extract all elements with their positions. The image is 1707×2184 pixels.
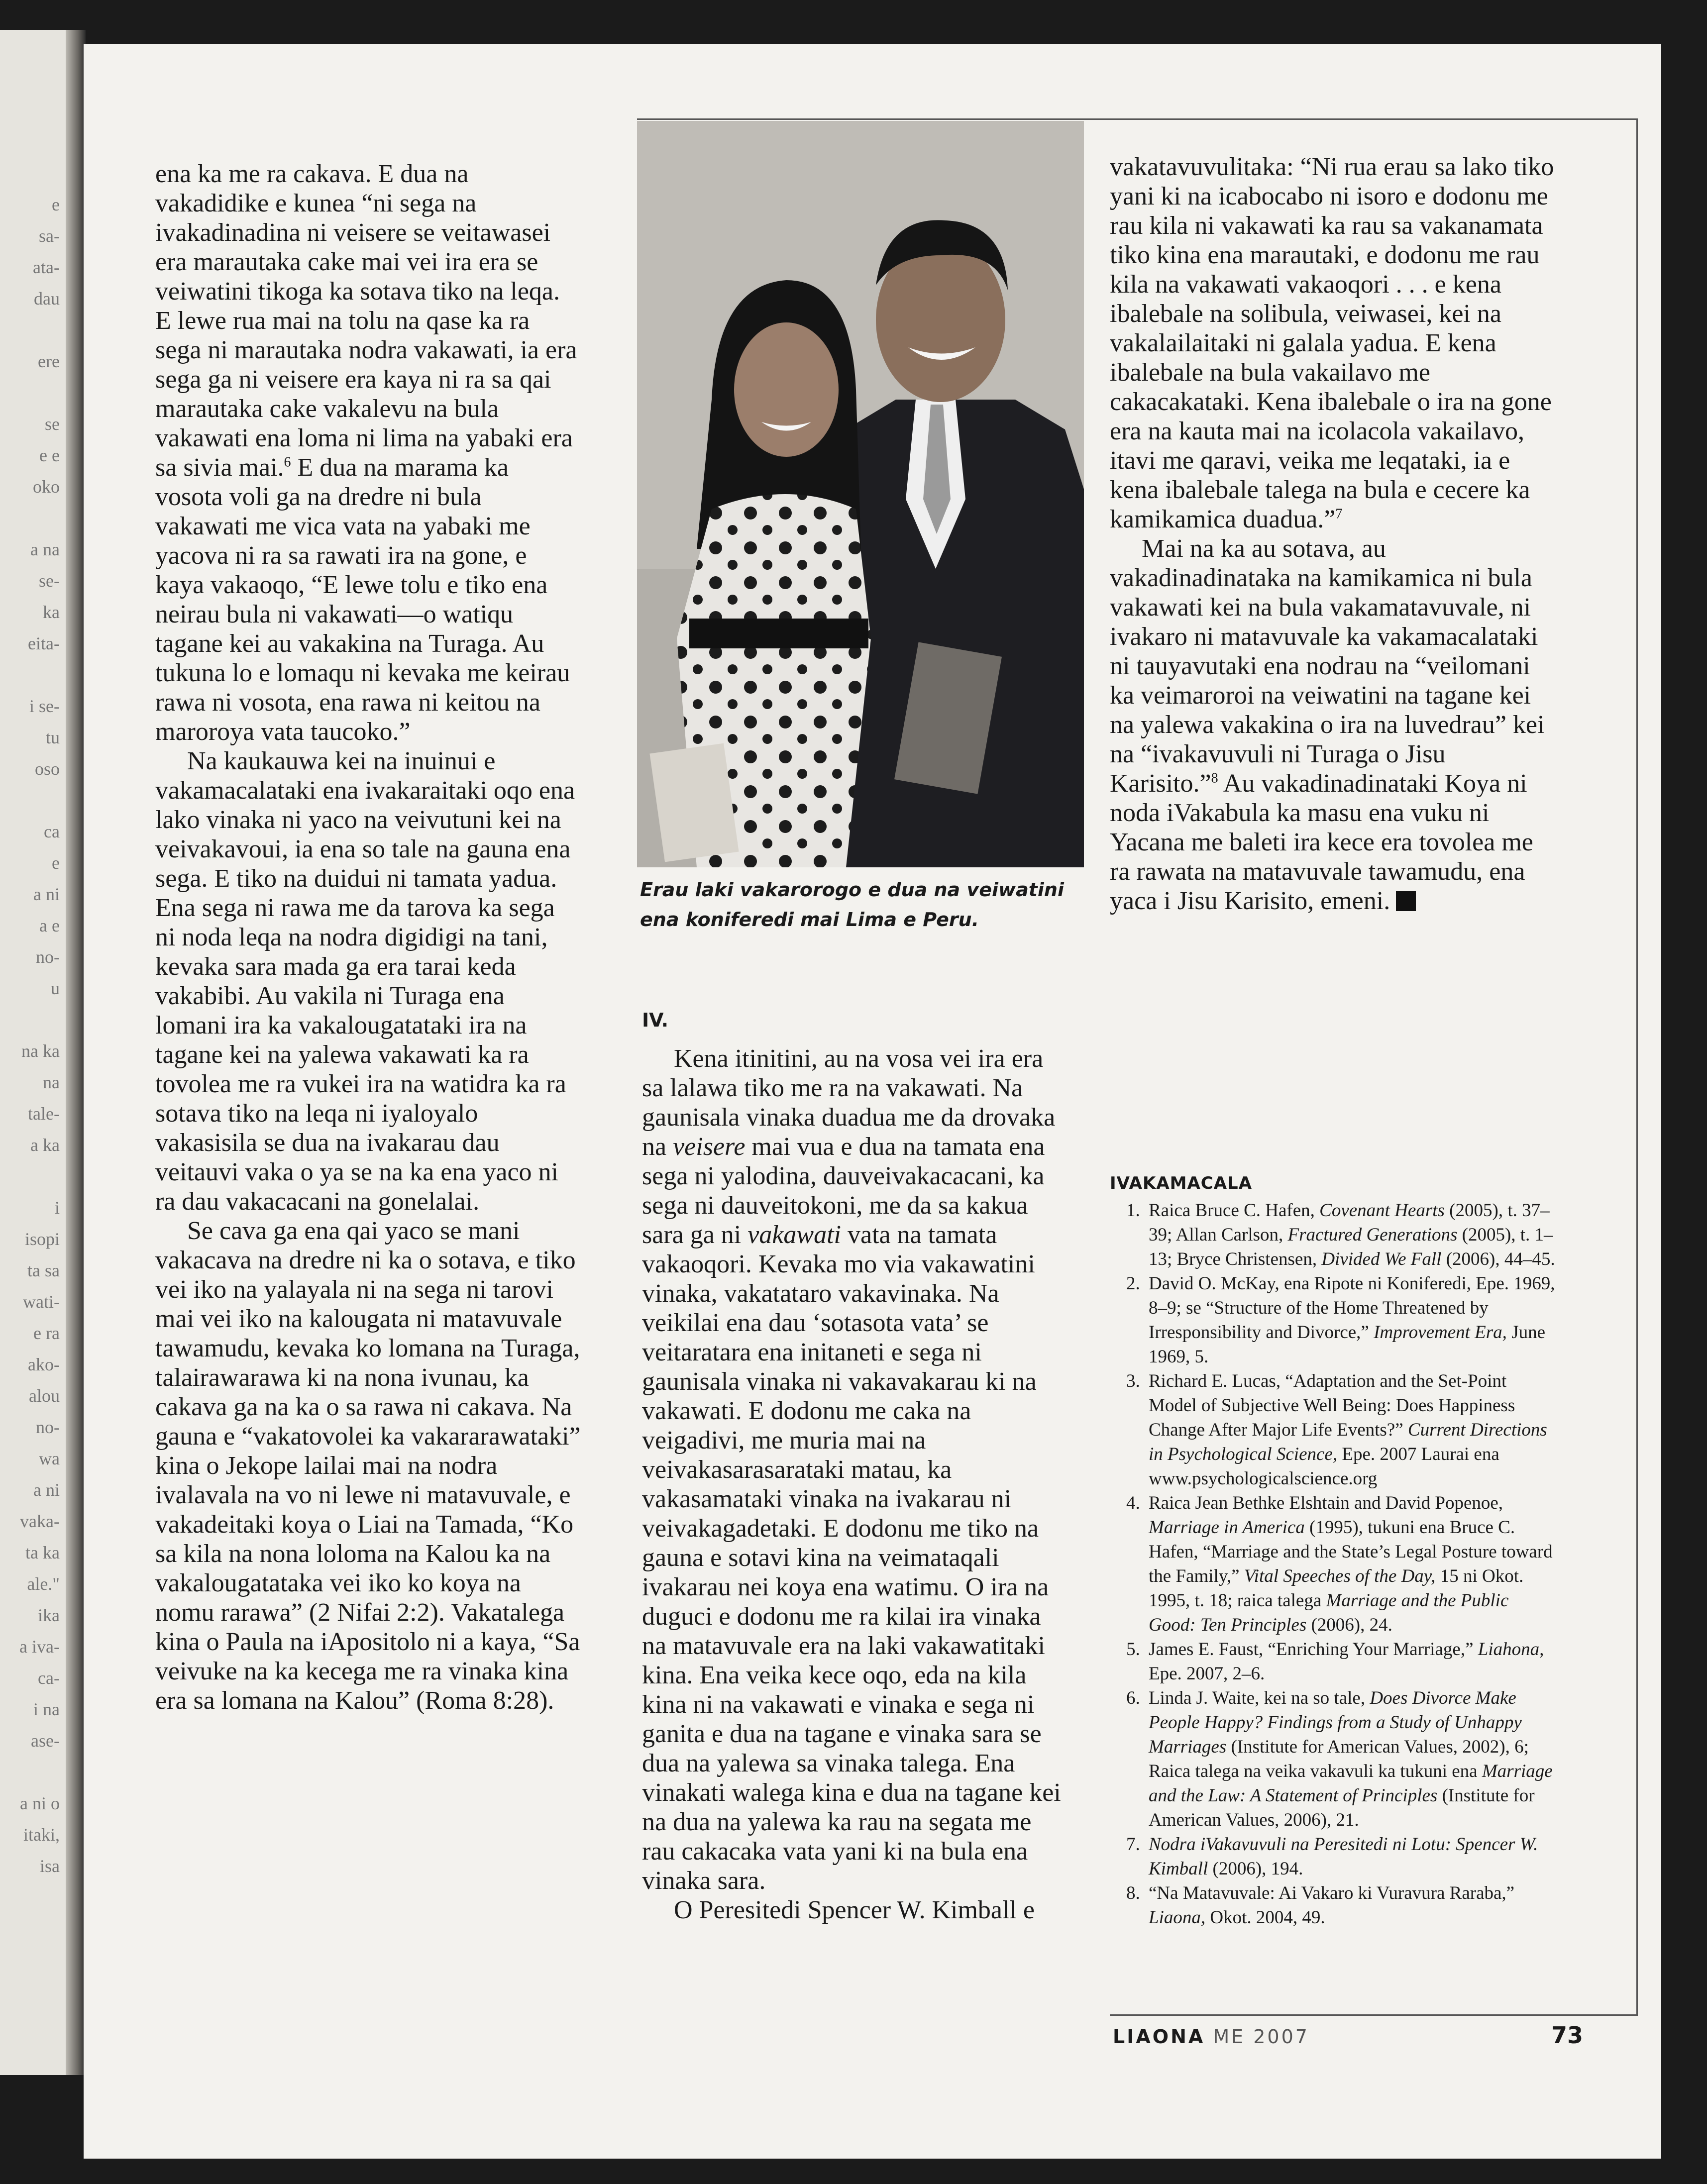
facing-page-fragment: e e	[39, 445, 60, 465]
facing-page-fragment: ako-	[28, 1354, 60, 1374]
page-number: 73	[1551, 2022, 1583, 2049]
footnote-ref-6: 6	[284, 454, 291, 470]
facing-page-fragment	[0, 1161, 75, 1192]
col2-paragraph-1: Kena itinitini, au na vosa vei ira era sa lalawa tiko me ra na vakawati. Na gaunisala vinaka duadua me da drovaka na veisere mai vua e dua na tamata ena sega ni yalodina, dauveivakacacani, ka sega ni dauveitokoni, me da sa kakua sara ga ni vakawati vata na tamata vakaoqori. Kevaka mo via vakawatini vinaka, vakatataro vakavinaka. Na veikilai ena dau ‘sotasota vata’ se veitaratara ena initaneti e sega ni gaunisala vinaka ni vakavakarau ki na vakawati. E dodonu me caka na veigadivi, me muria mai na veivakasarasarataki matau, ka vakasamataki vinaka na ivakarau ni veivakagadetaki. E dodonu me tiko na gauna e sotavi kina na veimataqali ivakarau nei koya ena watimu. O ira na duguci e dodonu me ra kilai ira vinaka na matavuvale era na laki vakawatitaki kina. Ena veika kece oqo, eda na kila kina ni na vakawati e vinaka e sega ni ganita e dua na tagane e vinaka sara se dua na yalewa sa vinaka talega. Ena vinakati walega kina e dua na tagane kei na dua na yalewa ka rau na segata me rau cakacaka vata yani ki na bula ena vinaka sara.	[642, 1044, 1061, 1895]
facing-page-fragment: ta ka	[25, 1543, 60, 1562]
magazine-name: LIAONA	[1113, 2026, 1205, 2048]
facing-page-fragment: i na	[33, 1699, 60, 1719]
page-footer	[1113, 2022, 1583, 2052]
facing-page-fragment	[0, 659, 75, 691]
facing-page-fragment: no-	[36, 947, 60, 967]
facing-page-fragment: u	[51, 978, 60, 998]
footnote-item: 3. Richard E. Lucas, “Adaptation and the Set-Point Model of Subjective Well Being: Does Happiness Change After Major Life Events?” Current Directions in Psychological Science, Epe. 2007 Laurai ena www.psychologicalscience.org	[1145, 1369, 1558, 1491]
magazine-page	[84, 44, 1661, 2159]
facing-page-fragment: ca-	[38, 1668, 60, 1688]
couple-photo	[637, 121, 1084, 867]
facing-page-fragment: i se-	[29, 696, 60, 716]
footnote-item: 7. Nodra iVakavuvuli na Peresitedi ni Lotu: Spencer W. Kimball (2006), 194.	[1145, 1832, 1558, 1881]
facing-page-fragment: a ni o	[20, 1793, 60, 1813]
footnote-item: 8. “Na Matavuvale: Ai Vakaro ki Vuravura Raraba,” Liaona, Okot. 2004, 49.	[1145, 1881, 1558, 1930]
footnote-item: 2. David O. McKay, ena Ripote ni Koniferedi, Epe. 1969, 8–9; se “Structure of the Home Threatened by Irresponsibility and Divorce,” Improvement Era, June 1969, 5.	[1145, 1271, 1558, 1369]
frame-rule-top	[637, 118, 1637, 120]
facing-page-fragment: isopi	[24, 1229, 60, 1249]
photo-caption: Erau laki vakarorogo e dua na veiwatini ena koniferedi mai Lima e Peru.	[640, 879, 1065, 931]
facing-page-fragment: ka	[43, 602, 60, 622]
couple-photo-illustration	[637, 121, 1084, 867]
facing-page-fragment: tu	[45, 728, 60, 747]
section-heading-iv: IV.	[642, 1009, 669, 1031]
facing-page-fragment: alou	[29, 1386, 60, 1406]
facing-page-fragment	[0, 785, 75, 816]
facing-page-fragment: se-	[39, 571, 60, 591]
facing-page-fragment	[0, 377, 75, 409]
facing-page-fragment: dau	[34, 289, 60, 309]
col1-paragraph-1: ena ka me ra cakava. E dua na vakadidike e kunea “ni sega na ivakadinadina ni veisere se veitawasei era marautaka cake mai vei ira era se veiwatini tikoga ka sotava tiko na leqa. E lewe rua mai na tolu na qase ka ra sega ni marautaka nodra vakawati, ia era sega ga ni veisere era kaya ni ra sa qai marautaka cake vakalevu na bula vakawati ena loma ni lima na yabaki era sa sivia mai.$^6$ E dua na marama ka vosota voli ga na dredre ni bula vakawati me vica vata na yabaki me yacova ni ra sa rawati ira na gone, e kaya vakaoqo, “E lewe tolu e tiko ena neirau bula ni vakawati—o watiqu tagane kei au vakakina na Turaga. Au tukuna lo e lomaqu ni kevaka me keirau rawa ni vosota, ena rawa ni keitou na maroroya vata taucoko.”	[155, 160, 577, 746]
facing-page-fragment: a iva-	[19, 1637, 60, 1657]
facing-page-fragment: ca	[44, 822, 60, 841]
column-3	[1110, 152, 1558, 916]
book-gutter	[66, 30, 86, 2075]
facing-page-fragment: ata-	[33, 257, 60, 277]
col2-paragraph-2: O Peresitedi Spencer W. Kimball e	[674, 1896, 1035, 1924]
facing-page-fragment	[0, 503, 75, 534]
column-2	[642, 1044, 1067, 1925]
facing-page-fragment: eita-	[28, 633, 60, 653]
issue-date: ME 2007	[1213, 2026, 1309, 2048]
footnotes-list	[1110, 1198, 1558, 1930]
facing-page-fragment: ase-	[31, 1731, 60, 1751]
frame-rule-bottom	[1110, 2014, 1638, 2016]
facing-page-fragment: e	[52, 853, 60, 873]
facing-page-fragment: na ka	[21, 1041, 60, 1061]
facing-page-fragment: no-	[36, 1417, 60, 1437]
facing-page-fragment: se	[45, 414, 60, 434]
footnotes-heading: IVAKAMACALA	[1110, 1173, 1253, 1193]
footnote-ref-7: 7	[1335, 506, 1343, 522]
facing-page-fragment: sa-	[39, 226, 60, 246]
facing-page-fragment	[0, 1757, 75, 1788]
footnote-item: 5. James E. Faust, “Enriching Your Marriage,” Liahona, Epe. 2007, 2–6.	[1145, 1637, 1558, 1686]
facing-page-fragment: e ra	[33, 1323, 60, 1343]
facing-page-fragment: a ni	[33, 1480, 60, 1500]
footnote-item: 4. Raica Jean Bethke Elshtain and David Popenoe, Marriage in America (1995), tukuni ena Bruce C. Hafen, “Marriage and the State’s Legal Posture toward the Family,” Vital Speeches of the Day, 15 ni Okot. 1995, t. 18; raica talega Marriage and the Public Good: Ten Principles (2006), 24.	[1145, 1491, 1558, 1637]
facing-page-fragment: a ka	[30, 1135, 60, 1155]
facing-page-edge	[0, 30, 75, 2075]
facing-page-fragment: wati-	[23, 1292, 60, 1312]
col3-paragraph-1: vakatavuvulitaka: “Ni rua erau sa lako tiko yani ki na icabocabo ni isoro e dodonu me rau kila ni vakawati ka rau sa vakanamata tiko kina ena marautaki, e dodonu me rau kila na vakawati vakaoqori . . . e kena ibalebale na solibula, veiwasei, kei na vakalailaitaki ni galala yadua. E kena ibalebale na bula vakailavo me cakacakataki. Kena ibalebale o ira na gone era na kauta mai na icolacola vakailavo, itavi me qaravi, veika me leqataki, ia e kena ibalebale talega na bula e cecere ka kamikamica duadua.”$^7$	[1110, 153, 1554, 533]
column-1	[155, 159, 581, 1715]
facing-page-fragment	[0, 1004, 75, 1036]
facing-page-fragment: wa	[39, 1449, 60, 1468]
facing-page-fragment: ere	[38, 351, 60, 371]
facing-page-fragment: a ni	[33, 884, 60, 904]
facing-page-fragment: e	[52, 195, 60, 214]
facing-page-fragment: isa	[40, 1856, 60, 1876]
col1-paragraph-3: Se cava ga ena qai yaco se mani vakacava na dredre ni ka o sotava, e tiko vei iko na yalayala ni na sega ni tarovi mai vei iko na kalougata ni matavuvale tawamudu, kevaka ko lomana na Turaga, talairawarawa ki na nona ivunau, ka cakava ga na ka o sa rawa ni cakava. Na gauna e “vakatovolei ka vakararawataki” kina o Jekope lailai mai na nodra ivalavala na vo ni lewe ni matavuvale, e vakadeitaki koya o Liai na Tamada, “Ko sa kila na nona loloma na Kalou ka na vakalougatataka vei iko ko koya na nomu rarawa” (2 Nifai 2:2). Vakatalega kina o Paula na iApositolo ni a kaya, “Sa veivuke na ka kecega me ra vinaka kina era sa lomana na Kalou” (Roma 8:28).	[155, 1217, 581, 1715]
magazine-issue	[1113, 2026, 1309, 2048]
facing-page-fragment: oso	[34, 759, 60, 779]
facing-page-fragment: na	[43, 1072, 60, 1092]
col3-paragraph-2: Mai na ka au sotava, au vakadinadinataka na kamikamica ni bula vakawati kei na bula vakamatavuvale, ni ivakaro ni matavuvale ka vakamacalataki ni tauyavutaki ena nodrau na “veilomani ka veimaroroi na veiwatini na tagane kei na yalewa vakakina o ira na luvedrau” kei na “ivakavuvuli ni Turaga o Jisu Karisito.”$^8$ Au vakadinadinataki Koya ni noda iVakabula ka masu ena vuku ni Yacana me baleti ira kece era tovolea me ra rawata na matavuvale tawamudu, ena yaca i Jisu Karisito, emeni.	[1110, 534, 1545, 915]
footnotes	[1110, 1173, 1558, 1930]
frame-rule-right	[1636, 118, 1638, 2014]
footnote-item: 6. Linda J. Waite, kei na so tale, Does Divorce Make People Happy? Findings from a Study of Unhappy Marriages (Institute for American Values, 2002), 6; Raica talega na veika vakavuli ka tukuni ena Marriage and the Law: A Statement of Principles (Institute for American Values, 2006), 21.	[1145, 1686, 1558, 1832]
end-of-article-mark	[1396, 891, 1416, 911]
facing-page-fragment: a e	[39, 916, 60, 936]
facing-page-fragment: tale-	[28, 1104, 60, 1124]
facing-page-fragment: a na	[30, 539, 60, 559]
facing-page-fragment: oko	[33, 477, 60, 497]
facing-page-text-fragments	[0, 30, 75, 1882]
facing-page-fragment: itaki,	[23, 1825, 60, 1845]
facing-page-fragment: ale."	[27, 1574, 60, 1594]
facing-page-fragment: vaka-	[20, 1511, 60, 1531]
facing-page-fragment	[0, 314, 75, 346]
facing-page-fragment: ta sa	[27, 1260, 60, 1280]
footnote-item: 1. Raica Bruce C. Hafen, Covenant Hearts (2005), t. 37–39; Allan Carlson, Fractured Generations (2005), t. 1–13; Bryce Christensen, Divided We Fall (2006), 44–45.	[1145, 1198, 1558, 1271]
col1-paragraph-2: Na kaukauwa kei na inuinui e vakamacalataki ena ivakaraitaki oqo ena lako vinaka ni yaco na veivutuni kei na veivakavoui, ia ena so tale na gauna ena sega. E tiko na duidui ni tamata yadua. Ena sega ni rawa me da tarova ka sega ni noda leqa na nodra digidigi na tani, kevaka sara mada ga era tarai keda vakabibi. Au vakila ni Turaga ena lomani ira ka vakalougatataki ira na tagane kei na yalewa vakawati ka ra tovolea me ra vukei ira na watidra ka ra sotava tiko na leqa ni iyaloyalo vakasisila se dua na ivakarau dau veitauvi vaka o ya se na ka ena yaco ni ra dau vakacacani na gonelalai.	[155, 747, 575, 1216]
facing-page-fragment: i	[54, 1198, 60, 1218]
footnote-ref-8: 8	[1211, 770, 1218, 786]
facing-page-fragment: ika	[38, 1605, 60, 1625]
